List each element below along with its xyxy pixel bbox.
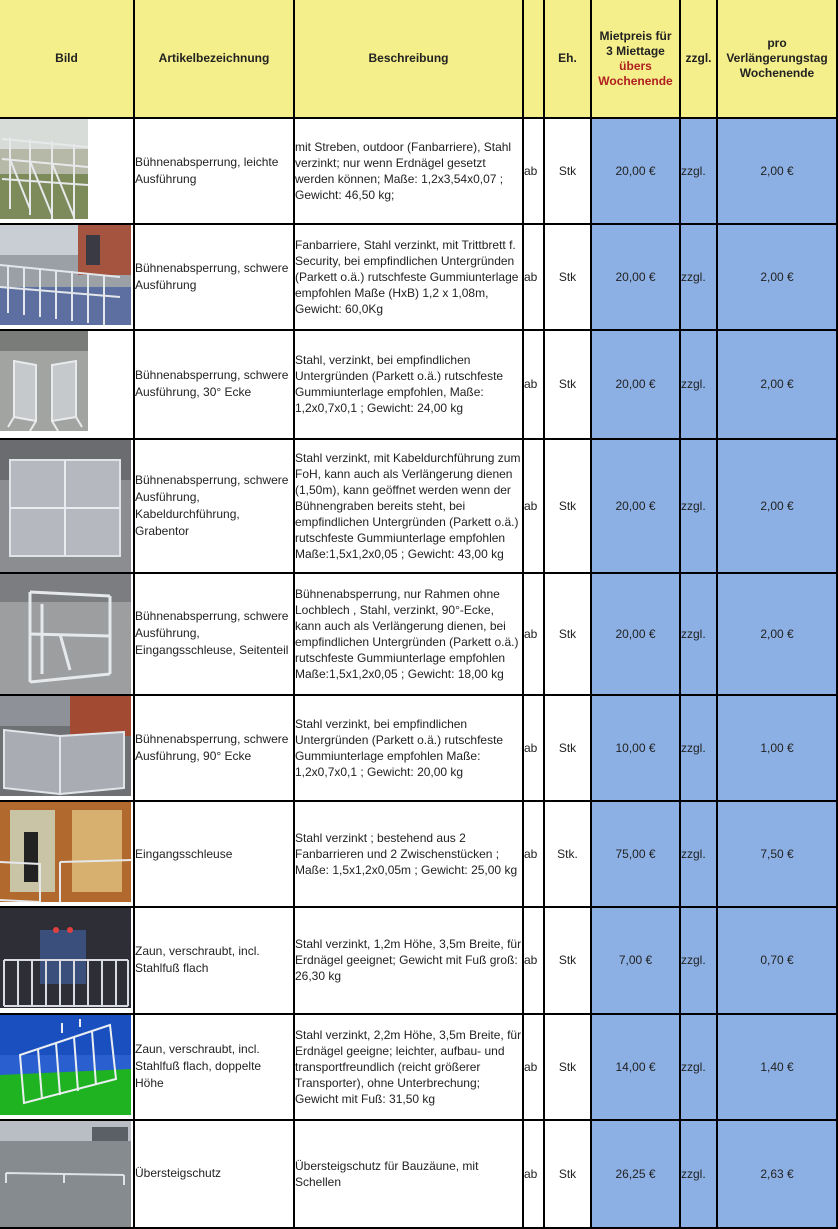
header-price-line3: übers bbox=[619, 58, 652, 73]
header-description: Beschreibung bbox=[295, 0, 524, 119]
product-surcharge: zzgl. bbox=[681, 1015, 718, 1121]
product-unit: Stk. bbox=[545, 802, 592, 908]
header-ext-line3: Wochenende bbox=[739, 66, 815, 80]
product-image-cell bbox=[0, 119, 135, 225]
barrier-photo-icon bbox=[0, 574, 131, 694]
product-description: Stahl verzinkt, 2,2m Höhe, 3,5m Breite, für Erdnägel geeigne; leichter, aufbau- und transportfreundlich (reicht größerer Transporter), ohne Unterbrechung; Gewicht mit Fuß: 31,50 kg bbox=[295, 1015, 524, 1121]
product-name: Eingangsschleuse bbox=[135, 802, 295, 908]
fence-photo-icon bbox=[0, 908, 131, 1008]
header-unit: Eh. bbox=[545, 0, 592, 119]
product-name: Zaun, verschraubt, incl. Stahlfuß flach bbox=[135, 908, 295, 1014]
product-description: Stahl verzinkt, 1,2m Höhe, 3,5m Breite, für Erdnägel geeignet; Gewicht mit Fuß groß: 26,30 kg bbox=[295, 908, 524, 1014]
product-unit: Stk bbox=[545, 331, 592, 439]
fence-render-icon bbox=[0, 1015, 131, 1115]
product-ab: ab bbox=[524, 440, 545, 574]
product-ab: ab bbox=[524, 331, 545, 439]
product-name: Bühnenabsperrung, schwere Ausführung, 90° Ecke bbox=[135, 696, 295, 802]
product-description: mit Streben, outdoor (Fanbarriere), Stahl verzinkt; nur wenn Erdnägel gesetzt werden können; Maße: 1,2x3,54x0,07 ; Gewicht: 46,50 kg; bbox=[295, 119, 524, 225]
table-row bbox=[0, 908, 838, 1014]
product-ab: ab bbox=[524, 574, 545, 696]
product-image-cell bbox=[0, 225, 135, 331]
product-name: Zaun, verschraubt, incl. Stahlfuß flach, doppelte Höhe bbox=[135, 1015, 295, 1121]
product-price: 75,00 € bbox=[592, 802, 681, 908]
product-image-cell bbox=[0, 1121, 135, 1229]
product-price: 20,00 € bbox=[592, 440, 681, 574]
product-price: 20,00 € bbox=[592, 574, 681, 696]
header-ab bbox=[524, 0, 545, 119]
barrier-photo-icon bbox=[0, 440, 131, 572]
product-extension-price: 2,00 € bbox=[718, 574, 838, 696]
header-extension bbox=[718, 0, 838, 119]
header-price-line1: Mietpreis für bbox=[599, 28, 672, 43]
product-name: Bühnenabsperrung, leichte Ausführung bbox=[135, 119, 295, 225]
product-description: Stahl verzinkt ; bestehend aus 2 Fanbarrieren und 2 Zwischenstücken ; Maße: 1,5x1,2x0,05m ; Gewicht: 25,00 kg bbox=[295, 802, 524, 908]
product-surcharge: zzgl. bbox=[681, 331, 718, 439]
barrier-photo-icon bbox=[0, 331, 88, 431]
product-extension-price: 2,00 € bbox=[718, 119, 838, 225]
hall-floor-photo-icon bbox=[0, 1121, 131, 1227]
product-extension-price: 0,70 € bbox=[718, 908, 838, 1014]
product-ab: ab bbox=[524, 802, 545, 908]
product-unit: Stk bbox=[545, 574, 592, 696]
product-name: Übersteigschutz bbox=[135, 1121, 295, 1229]
barrier-photo-icon bbox=[0, 119, 88, 219]
product-extension-price: 2,00 € bbox=[718, 225, 838, 331]
product-surcharge: zzgl. bbox=[681, 908, 718, 1014]
product-description: Stahl, verzinkt, bei empfindlichen Untergründen (Parkett o.ä.) rutschfeste Gummiunterlage empfohlen, Maße: 1,2x0,7x0,1 ; Gewicht: 24,00 kg bbox=[295, 331, 524, 439]
product-ab: ab bbox=[524, 1121, 545, 1229]
product-unit: Stk bbox=[545, 696, 592, 802]
table-row bbox=[0, 119, 838, 225]
product-unit: Stk bbox=[545, 1121, 592, 1229]
product-price: 7,00 € bbox=[592, 908, 681, 1014]
product-surcharge: zzgl. bbox=[681, 119, 718, 225]
barrier-photo-icon bbox=[0, 225, 131, 325]
product-name: Bühnenabsperrung, schwere Ausführung, Eingangsschleuse, Seitenteil bbox=[135, 574, 295, 696]
product-description: Bühnenabsperrung, nur Rahmen ohne Lochblech , Stahl, verzinkt, 90°-Ecke, kann auch als Verlängerung dienen, bei empfindlichen Untergründen (Parkett o.ä.) rutschfeste Gummiunterlage empfohlen Maße:1,5x1,2x0,05 ; Gewicht: 18,00 kg bbox=[295, 574, 524, 696]
header-price-line2: 3 Miettage bbox=[606, 43, 665, 58]
product-unit: Stk bbox=[545, 1015, 592, 1121]
product-name: Bühnenabsperrung, schwere Ausführung bbox=[135, 225, 295, 331]
product-ab: ab bbox=[524, 225, 545, 331]
product-ab: ab bbox=[524, 696, 545, 802]
product-extension-price: 1,00 € bbox=[718, 696, 838, 802]
product-name: Bühnenabsperrung, schwere Ausführung, 30° Ecke bbox=[135, 331, 295, 439]
header-name: Artikelbezeichnung bbox=[135, 0, 295, 119]
table-row bbox=[0, 440, 838, 574]
header-ext-line2: Verlängerungstag bbox=[726, 51, 828, 65]
product-image-cell bbox=[0, 1015, 135, 1121]
product-extension-price: 2,00 € bbox=[718, 331, 838, 439]
header-image: Bild bbox=[0, 0, 135, 119]
product-price: 20,00 € bbox=[592, 225, 681, 331]
product-image-cell bbox=[0, 908, 135, 1014]
product-unit: Stk bbox=[545, 225, 592, 331]
table-row bbox=[0, 1121, 838, 1229]
product-price: 10,00 € bbox=[592, 696, 681, 802]
header-price bbox=[592, 0, 681, 119]
header-row bbox=[0, 0, 838, 119]
header-price-line4: Wochenende bbox=[598, 73, 673, 88]
product-surcharge: zzgl. bbox=[681, 802, 718, 908]
product-image-cell bbox=[0, 331, 135, 439]
product-image-cell bbox=[0, 440, 135, 574]
product-description: Stahl verzinkt, bei empfindlichen Untergründen (Parkett o.ä.) rutschfeste Gummiunterlage empfohlen Maße: 1,2x0,7x0,1 ; Gewicht: 20,00 kg bbox=[295, 696, 524, 802]
product-ab: ab bbox=[524, 1015, 545, 1121]
product-price: 26,25 € bbox=[592, 1121, 681, 1229]
table-row bbox=[0, 331, 838, 439]
product-name: Bühnenabsperrung, schwere Ausführung, Kabeldurchführung, Grabentor bbox=[135, 440, 295, 574]
entrance-photo-icon bbox=[0, 802, 131, 902]
product-surcharge: zzgl. bbox=[681, 225, 718, 331]
product-description: Übersteigschutz für Bauzäune, mit Schellen bbox=[295, 1121, 524, 1229]
product-description: Fanbarriere, Stahl verzinkt, mit Trittbrett f. Security, bei empfindlichen Untergründen (Parkett o.ä.) rutschfeste Gummiunterlage empfohlen Maße (HxB) 1,2 x 1,08m, Gewicht: 60,0Kg bbox=[295, 225, 524, 331]
product-price: 20,00 € bbox=[592, 331, 681, 439]
product-extension-price: 1,40 € bbox=[718, 1015, 838, 1121]
table-row bbox=[0, 225, 838, 331]
product-extension-price: 2,00 € bbox=[718, 440, 838, 574]
product-image-cell bbox=[0, 574, 135, 696]
product-surcharge: zzgl. bbox=[681, 440, 718, 574]
table-row bbox=[0, 574, 838, 696]
product-price: 20,00 € bbox=[592, 119, 681, 225]
product-extension-price: 2,63 € bbox=[718, 1121, 838, 1229]
product-unit: Stk bbox=[545, 908, 592, 1014]
product-description: Stahl verzinkt, mit Kabeldurchführung zum FoH, kann auch als Verlängerung dienen (1,50m), kann geöffnet werden wenn der Bühnengraben bereits steht, bei empfindlichen Untergründen (Parkett o.ä.) rutschfeste Gummiunterlage empfohlen Maße:1,5x1,2x0,05 ; Gewicht: 43,00 kg bbox=[295, 440, 524, 574]
header-surcharge: zzgl. bbox=[681, 0, 718, 119]
product-image-cell bbox=[0, 802, 135, 908]
product-extension-price: 7,50 € bbox=[718, 802, 838, 908]
table-row bbox=[0, 1015, 838, 1121]
product-ab: ab bbox=[524, 908, 545, 1014]
product-image-cell bbox=[0, 696, 135, 802]
barrier-photo-icon bbox=[0, 696, 131, 796]
table-row bbox=[0, 802, 838, 908]
product-surcharge: zzgl. bbox=[681, 696, 718, 802]
product-surcharge: zzgl. bbox=[681, 1121, 718, 1229]
product-unit: Stk bbox=[545, 119, 592, 225]
product-surcharge: zzgl. bbox=[681, 574, 718, 696]
header-ext-line1: pro bbox=[767, 36, 787, 50]
table-row bbox=[0, 696, 838, 802]
product-price: 14,00 € bbox=[592, 1015, 681, 1121]
product-unit: Stk bbox=[545, 440, 592, 574]
product-ab: ab bbox=[524, 119, 545, 225]
